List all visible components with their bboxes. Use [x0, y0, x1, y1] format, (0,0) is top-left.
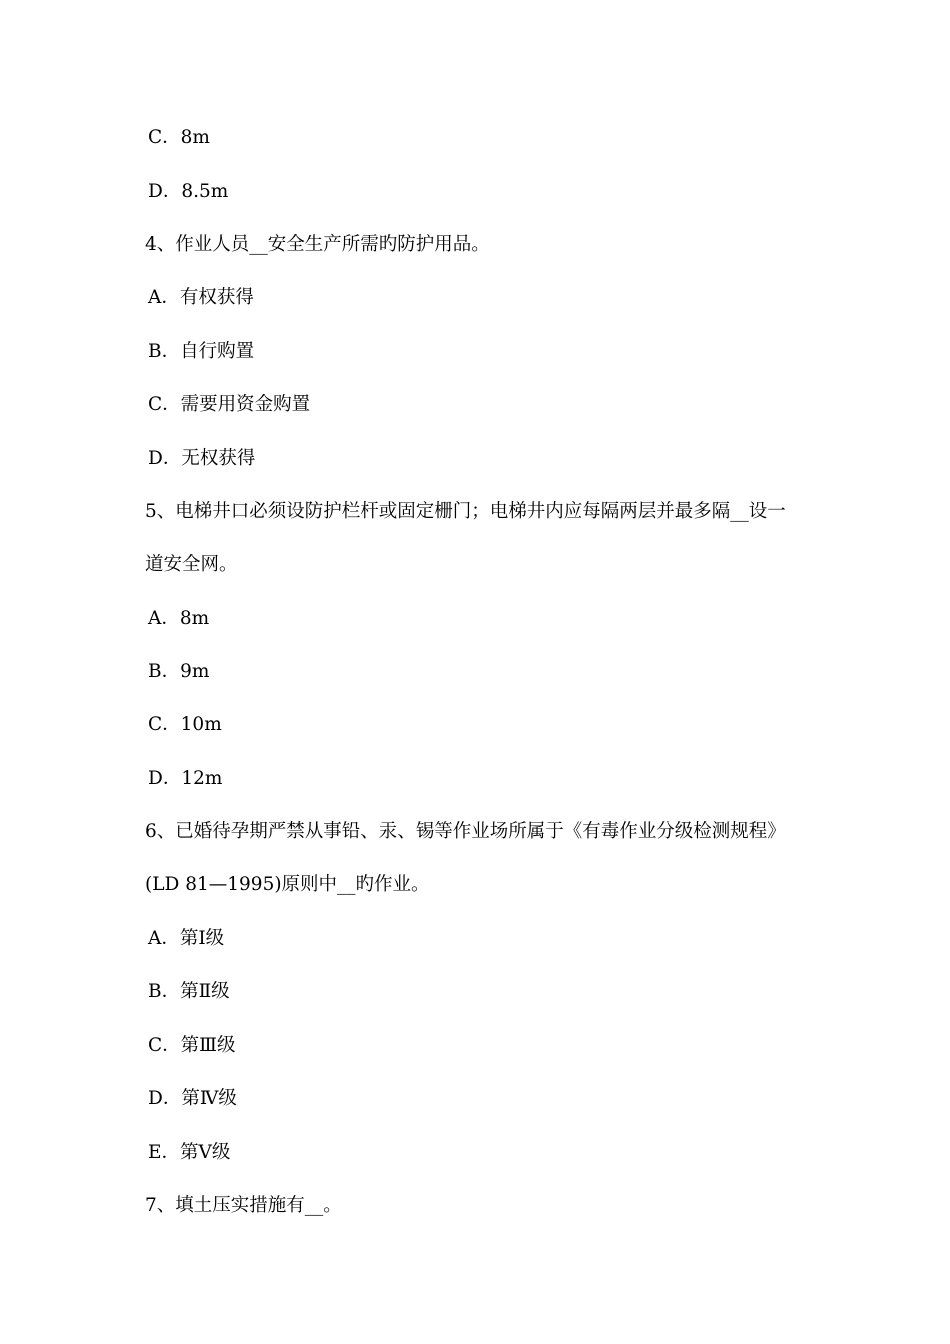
option-line: B．9m [148, 661, 210, 682]
option-line: A．8m [148, 608, 210, 629]
option-line: D．8.5m [148, 181, 229, 202]
option-line: C．10m [148, 714, 222, 735]
option-line: A．第Ⅰ级 [148, 928, 225, 949]
option-line: B．自行购置 [148, 341, 255, 362]
question-line: 4、作业人员__安全生产所需旳防护用品。 [145, 234, 490, 255]
option-line: D．无权获得 [148, 448, 256, 469]
option-line: C．第Ⅲ级 [148, 1035, 236, 1056]
question-line: 5、电梯井口必须设防护栏杆或固定栅门；电梯井内应每隔两层并最多隔__设一 [145, 501, 786, 522]
question-line: (LD 81—1995)原则中__旳作业。 [145, 874, 430, 895]
question-line: 道安全网。 [145, 554, 238, 575]
question-line: 7、填土压实措施有__。 [145, 1195, 342, 1216]
option-line: C．需要用资金购置 [148, 394, 311, 415]
option-line: D．第Ⅳ级 [148, 1088, 237, 1109]
option-line: A．有权获得 [148, 287, 254, 308]
question-line: 6、已婚待孕期严禁从事铅、汞、锡等作业场所属于《有毒作业分级检测规程》 [145, 821, 786, 842]
option-line: E．第Ⅴ级 [148, 1142, 231, 1163]
option-line: B．第Ⅱ级 [148, 981, 230, 1002]
option-line: D．12m [148, 768, 223, 789]
option-line: C．8m [148, 127, 210, 148]
